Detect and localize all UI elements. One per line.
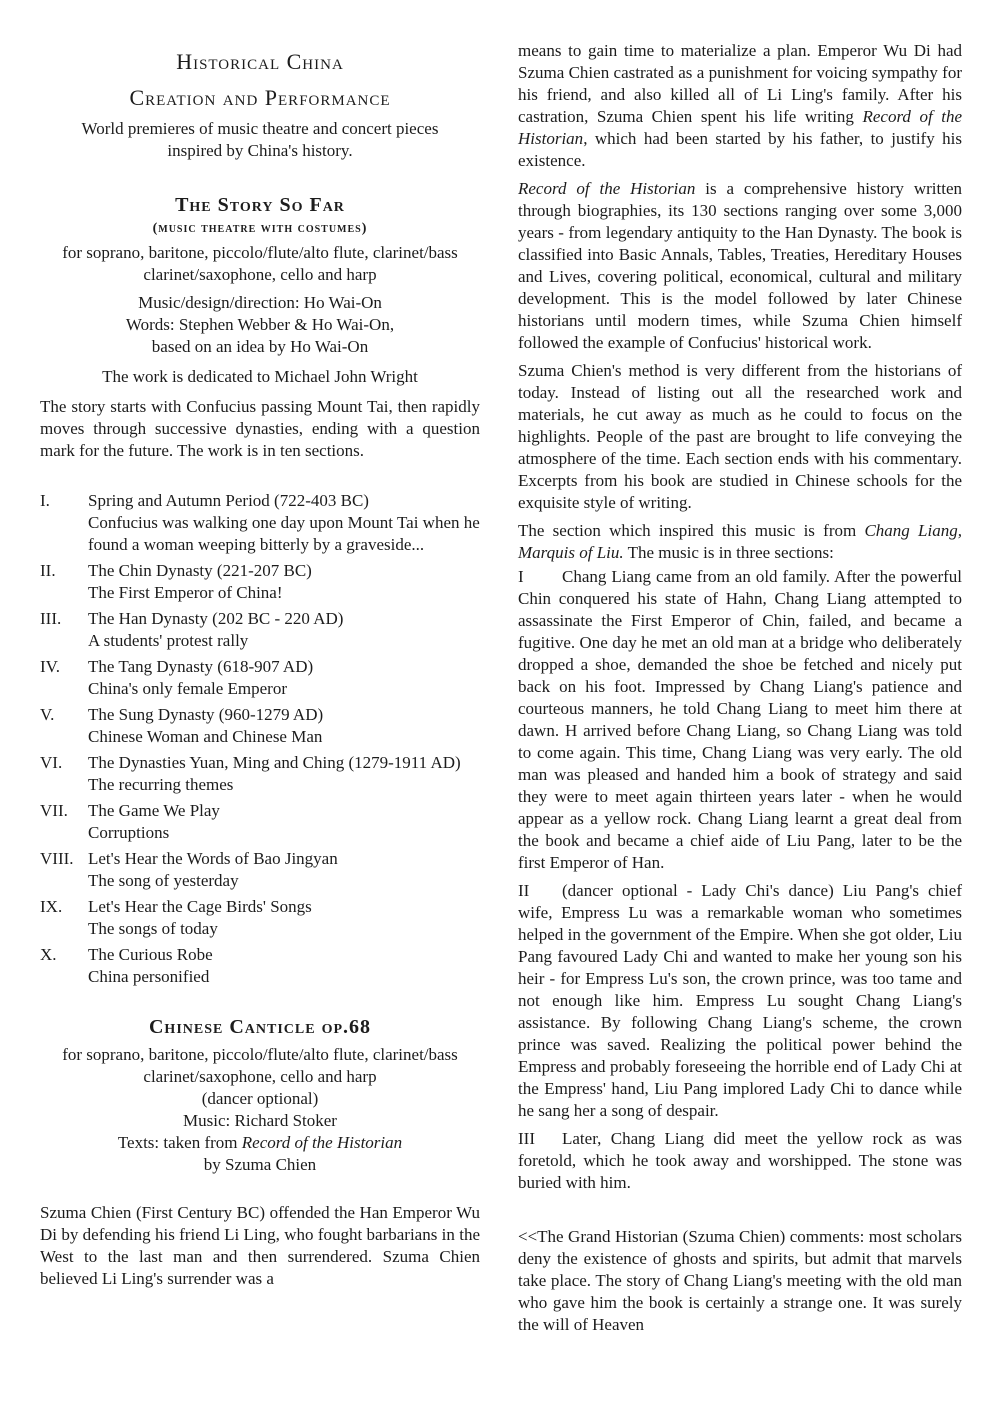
section-title: Spring and Autumn Period (722-403 BC) [88, 491, 369, 510]
work2-dancer: (dancer optional) [201, 1089, 319, 1108]
section-title: Let's Hear the Cage Birds' Songs [88, 897, 312, 916]
section-number: VII. [40, 801, 68, 820]
section-number: X. [40, 945, 57, 964]
section-number: VI. [40, 753, 63, 772]
section-number: IX. [40, 897, 63, 916]
right-column [518, 40, 962, 1336]
work1-title: The Story So Far [175, 194, 345, 216]
list-item [40, 848, 480, 892]
work1-subtitle: (music theatre with costumes) [152, 221, 368, 236]
section-desc: China personified [88, 967, 210, 986]
paragraph-2 [518, 178, 962, 354]
list-item [40, 560, 480, 604]
section-title: Let's Hear the Words of Bao Jingyan [88, 849, 338, 868]
section-title: The Chin Dynasty (221-207 BC) [88, 561, 312, 580]
section-number: III. [40, 609, 62, 628]
work2-body: Szuma Chien (First Century BC) offended the Han Emperor Wu Di by defending his friend Li Ling, who fought barbarians in the West to the last man and then surrendered. Szuma Chien believed Li Ling's surrender was a [40, 1203, 480, 1288]
section-title: The Dynasties Yuan, Ming and Ching (1279-1911 AD) [88, 753, 461, 772]
section-number: V. [40, 705, 55, 724]
section-desc: Corruptions [88, 823, 170, 842]
section-2-text [518, 880, 962, 1122]
section-desc: The song of yesterday [88, 871, 239, 890]
p2-text: is a comprehensive history written through biographies, its 130 sections ranging over some 3,000 years - from legendary antiquity to the Han Dynasty. The book is classified into Basic Annals, Tables, Treaties, Hereditary Houses and Lives, covering political, economical, cultural and military development. This is the model followed by later Chinese historians until modern times, while Szuma Chien himself followed the example of Confucius' historical work. [518, 179, 962, 352]
section-title: The Tang Dynasty (618-907 AD) [88, 657, 314, 676]
work2-instrumentation: for soprano, baritone, piccolo/flute/alto flute, clarinet/bass clarinet/saxophone, cello and harp [62, 1045, 458, 1086]
section-title: The Game We Play [88, 801, 220, 820]
work2-music: Music: Richard Stoker [183, 1111, 337, 1130]
p4-text-a: The section which inspired this music is from [518, 521, 865, 540]
section-1-text [518, 566, 962, 874]
texts-title: Record of the Historian [241, 1133, 403, 1152]
list-item [40, 896, 480, 940]
section-desc: A students' protest rally [88, 631, 249, 650]
section-1-number: I [518, 567, 524, 586]
work1-dedication: The work is dedicated to Michael John Wright [102, 367, 418, 386]
section-desc: The First Emperor of China! [88, 583, 283, 602]
p1-text-b: , which had been started by his father, to justify his existence. [518, 129, 962, 170]
paragraph-4 [518, 520, 962, 564]
p1-text-a: means to gain time to materialize a plan. Emperor Wu Di had Szuma Chien castrated as a punishment for voicing sympathy for his friend, and also killed all of Li Ling's family. After his castration, Szuma Chien spent his life writing [518, 41, 962, 126]
intro-text: World premieres of music theatre and concert pieces inspired by China's history. [81, 119, 439, 160]
section-desc: China's only female Emperor [88, 679, 287, 698]
section-desc: Chinese Woman and Chinese Man [88, 727, 323, 746]
work1-instrumentation: for soprano, baritone, piccolo/flute/alto flute, clarinet/bass clarinet/saxophone, cello and harp [62, 243, 458, 284]
p4-italic: Chang Liang, Marquis of Liu. [518, 521, 962, 562]
p2-italic: Record of the Historian [518, 179, 696, 198]
section-3-body: Later, Chang Liang did meet the yellow rock as was foretold, which he took away and worshipped. The stone was buried with him. [518, 1129, 962, 1192]
list-item [40, 656, 480, 700]
list-item [40, 752, 480, 796]
p4-text-b: The music is in three sections: [623, 543, 834, 562]
section-title: The Sung Dynasty (960-1279 AD) [88, 705, 324, 724]
texts-prefix: Texts: taken from [117, 1133, 242, 1152]
section-3-number: III [518, 1129, 535, 1148]
section-3-text [518, 1128, 962, 1194]
list-item [40, 704, 480, 748]
quote-paragraph: <<The Grand Historian (Szuma Chien) comments: most scholars deny the existence of ghosts and spirits, but admit that marvels take place. The story of Chang Liang's meeting with the old man who gave him the book is certainly a strange one. It was surely the will of Heaven [518, 1227, 962, 1334]
list-item [40, 944, 480, 988]
section-number: I. [40, 491, 50, 510]
section-2-body: (dancer optional - Lady Chi's dance) Liu Pang's chief wife, Empress Lu was a remarkable woman who sometimes helped in the government of the Empire. When she got older, Liu Pang favoured Lady Chi and wanted to make her young son his heir - for Empress Lu's son, the crown prince, was too tame and not enough like him. Empress Lu sought Chang Liang's assistance. By following Chang Liang's scheme, the crown prince was saved. Realizing the political power behind the Empress and probably foreseeing the horrible end of Lady Chi at the Empress' hand, Liu Pang implored Lady Chi to dance while he sang her a song of despair. [518, 881, 962, 1120]
sections-list [40, 490, 480, 988]
work2-texts [40, 1132, 480, 1154]
section-desc: The recurring themes [88, 775, 234, 794]
paragraph-3: Szuma Chien's method is very different from the historians of today. Instead of listing out all the researched work and materials, he cut away as much as he could to focus on the highlights. People of the past are brought to life conveying the atmosphere of the time. Each section ends with his commentary. Excerpts from his book are studied in Chinese schools for the exquisite style of writing. [518, 361, 962, 512]
paragraph-1 [518, 40, 962, 172]
section-desc: The songs of today [88, 919, 218, 938]
section-title: The Han Dynasty (202 BC - 220 AD) [88, 609, 344, 628]
section-2-number: II [518, 881, 530, 900]
p1-italic: Record of the Historian [518, 107, 962, 148]
work1-credits-idea: based on an idea by Ho Wai-On [151, 337, 369, 356]
main-subtitle: Creation and Performance [129, 85, 391, 110]
work2-title: Chinese Canticle op.68 [148, 1016, 372, 1038]
work2-author: by Szuma Chien [203, 1155, 317, 1174]
section-number: VIII. [40, 849, 74, 868]
main-title: Historical China [176, 49, 344, 74]
work1-credits-words: Words: Stephen Webber & Ho Wai-On, [125, 315, 395, 334]
list-item [40, 800, 480, 844]
section-title: The Curious Robe [88, 945, 213, 964]
section-number: IV. [40, 657, 60, 676]
work1-credits-music: Music/design/direction: Ho Wai-On [138, 293, 382, 312]
list-item [40, 490, 480, 556]
list-item [40, 608, 480, 652]
work1-description: The story starts with Confucius passing Mount Tai, then rapidly moves through successive dynasties, ending with a question mark for the future. The work is in ten sections. [40, 397, 480, 460]
section-number: II. [40, 561, 56, 580]
left-column [40, 44, 480, 1290]
section-desc: Confucius was walking one day upon Mount Tai when he found a woman weeping bitterly by a graveside... [88, 513, 480, 554]
section-1-body: Chang Liang came from an old family. After the powerful Chin conquered his state of Hahn, Chang Liang attempted to assassinate the First Emperor of Chin, failed, and became a fugitive. One day he met an old man at a bridge who deliberately dropped a shoe, demanded the shoe be fetched and nicely put back on his foot. Impressed by Chang Liang's patience and courteous manners, he told Chang Liang to meet him there at dawn. H arrived before Chang Liang, so Chang Liang was told to come again. This time, Chang Liang was very early. The old man was pleased and handed him a book of strategy and said they were to meet again thirteen years later - when he would appear as a yellow rock. Chang Liang learnt a great deal from the book and became a chief aide of Liu Pang, later to be the first Emperor of Han. [518, 567, 962, 872]
